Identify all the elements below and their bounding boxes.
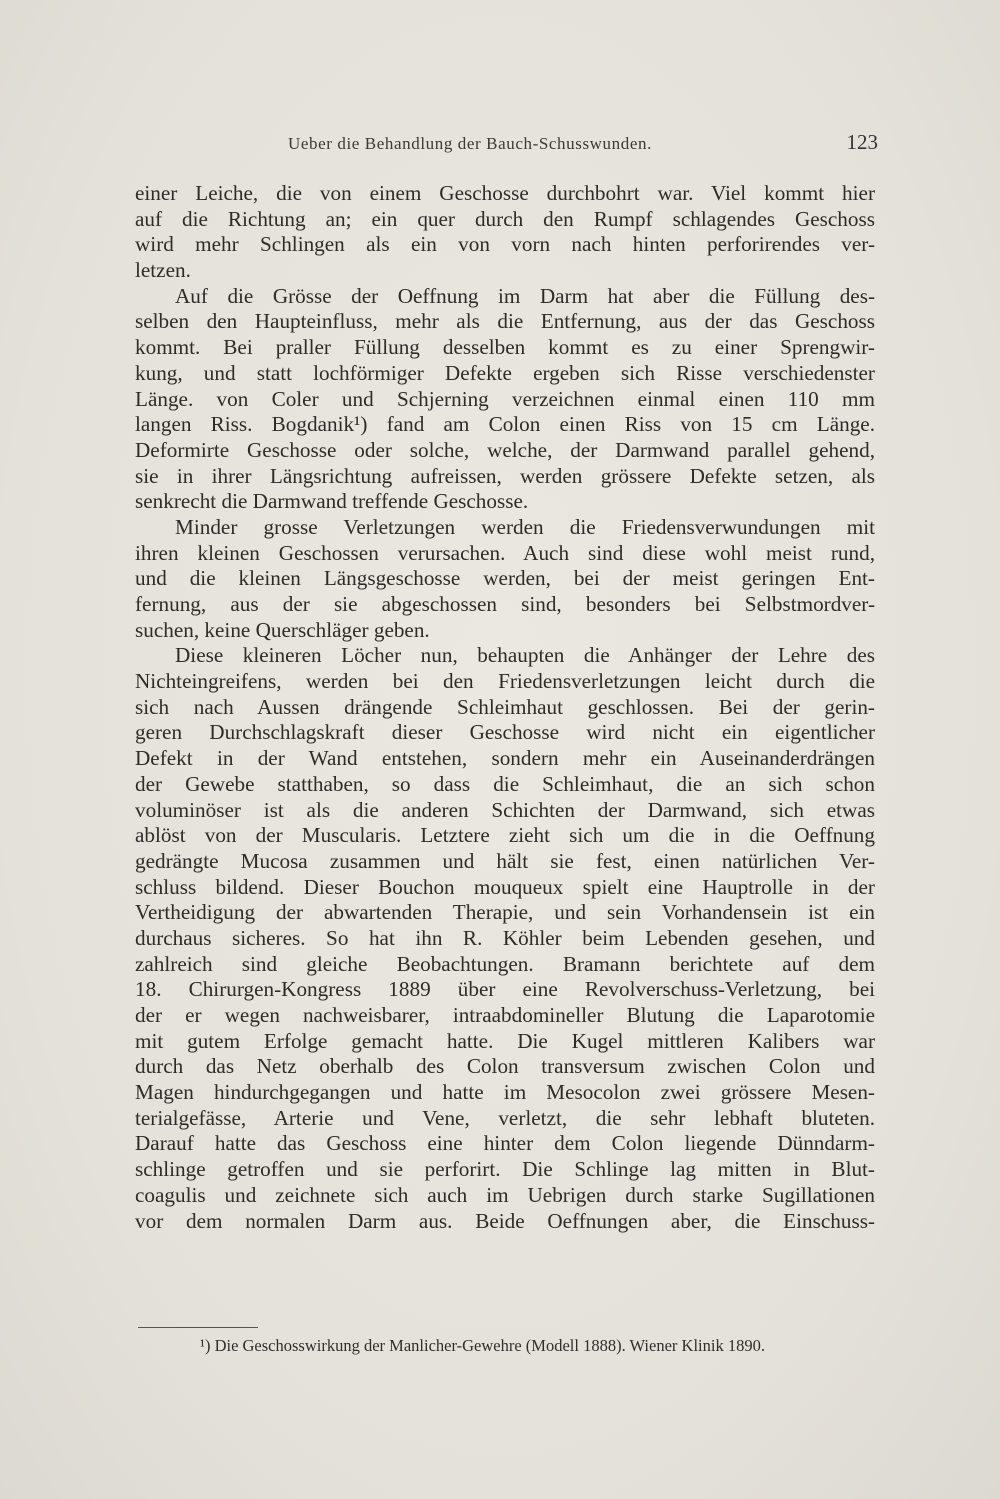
text-line: letzen. xyxy=(135,258,191,283)
text-line: Vertheidigung der abwartenden Therapie, und sein Vorhandensein ist ein xyxy=(135,900,875,925)
text-line: terialgefässe, Arterie und Vene, verletzt, die sehr lebhaft bluteten. xyxy=(135,1105,875,1130)
text-line: sich nach Aussen drängende Schleimhaut geschlossen. Bei der gerin- xyxy=(135,694,875,719)
text-line: suchen, keine Querschläger geben. xyxy=(135,617,430,642)
text-line: der er wegen nachweisbarer, intraabdomineller Blutung die Laparotomie xyxy=(135,1003,875,1027)
text-line: wird mehr Schlingen als ein von vorn nach hinten perforirendes ver- xyxy=(135,232,875,257)
text-line: ihren kleinen Geschossen verursachen. Auch sind diese wohl meist rund, xyxy=(135,540,875,565)
text-line: langen Riss. Bogdanik¹) fand am Colon einen Riss von 15 cm Länge. xyxy=(135,412,875,437)
running-head: Ueber die Behandlung der Bauch-Schusswunden. xyxy=(288,134,652,153)
text-line: Magen hindurchgegangen und hatte im Mesocolon zwei grössere Mesen- xyxy=(135,1080,875,1105)
text-line: sie in ihrer Längsrichtung aufreissen, werden grössere Defekte setzen, als xyxy=(135,463,875,488)
text-line: durchaus sicheres. So hat ihn R. Köhler beim Lebenden gesehen, und xyxy=(135,925,875,950)
text-line: auf die Richtung an; ein quer durch den Rumpf schlagendes Geschoss xyxy=(135,206,875,231)
text-line: kung, und statt lochförmiger Defekte ergeben sich Risse verschiedenster xyxy=(135,360,875,385)
text-line: der Gewebe statthaben, so dass die Schleimhaut, die an sich schon xyxy=(135,771,875,796)
text-line: und die kleinen Längsgeschosse werden, bei der meist geringen Ent- xyxy=(135,566,875,591)
text-line: Nichteingreifens, werden bei den Friedensverletzungen leicht durch die xyxy=(135,669,875,694)
body-text xyxy=(135,181,875,1234)
text-line: Deformirte Geschosse oder solche, welche, der Darmwand parallel gehend, xyxy=(135,437,875,462)
text-line: selben den Haupteinfluss, mehr als die Entfernung, aus der das Geschoss xyxy=(135,309,875,334)
text-line: zahlreich sind gleiche Beobachtungen. Bramann berichtete auf dem xyxy=(135,951,875,976)
text-line: geren Durchschlagskraft dieser Geschosse wird nicht ein eigentlicher xyxy=(135,720,875,745)
text-line: Länge. von Coler und Schjerning verzeichnen einmal einen 110 mm xyxy=(135,386,875,411)
page-header xyxy=(288,130,878,162)
text-line: Defekt in der Wand entstehen, sondern mehr ein Auseinanderdrängen xyxy=(135,746,875,771)
text-line: 18. Chirurgen-Kongress 1889 über eine Revolverschuss-Verletzung, bei xyxy=(135,977,875,1002)
text-line: kommt. Bei praller Füllung desselben kommt es zu einer Sprengwir- xyxy=(135,335,875,360)
text-line: ablöst von der Muscularis. Letztere zieht sich um die in die Oeffnung xyxy=(135,823,875,848)
text-line: voluminöser ist als die anderen Schichten der Darmwand, sich etwas xyxy=(135,797,875,822)
text-line: schlinge getroffen und sie perforirt. Die Schlinge lag mitten in Blut- xyxy=(135,1157,875,1182)
text-line: Auf die Grösse der Oeffnung im Darm hat aber die Füllung des- xyxy=(175,283,875,308)
text-line: fernung, aus der sie abgeschossen sind, besonders bei Selbstmordver- xyxy=(135,592,875,616)
text-line: Darauf hatte das Geschoss eine hinter dem Colon liegende Dünndarm- xyxy=(135,1131,875,1156)
text-line: vor dem normalen Darm aus. Beide Oeffnungen aber, die Einschuss- xyxy=(135,1208,875,1233)
text-line: Minder grosse Verletzungen werden die Friedensverwundungen mit xyxy=(175,514,875,539)
text-line: mit gutem Erfolge gemacht hatte. Die Kugel mittleren Kalibers war xyxy=(135,1028,875,1053)
footnote-divider xyxy=(138,1327,258,1328)
text-line: Diese kleineren Löcher nun, behaupten die Anhänger der Lehre des xyxy=(175,643,875,668)
text-line: durch das Netz oberhalb des Colon transversum zwischen Colon und xyxy=(135,1054,875,1079)
footnote: ¹) Die Geschosswirkung der Manlicher-Gewehre (Modell 1888). Wiener Klinik 1890. xyxy=(200,1336,765,1355)
text-line: senkrecht die Darmwand treffende Geschosse. xyxy=(135,489,529,514)
text-line: gedrängte Mucosa zusammen und hält sie fest, einen natürlichen Ver- xyxy=(135,848,875,873)
page-number: 123 xyxy=(846,130,878,154)
text-line: einer Leiche, die von einem Geschosse durchbohrt war. Viel kommt hier xyxy=(135,181,875,205)
text-line: coagulis und zeichnete sich auch im Uebrigen durch starke Sugillationen xyxy=(135,1182,875,1207)
text-line: schluss bildend. Dieser Bouchon mouqueux spielt eine Hauptrolle in der xyxy=(135,874,875,899)
